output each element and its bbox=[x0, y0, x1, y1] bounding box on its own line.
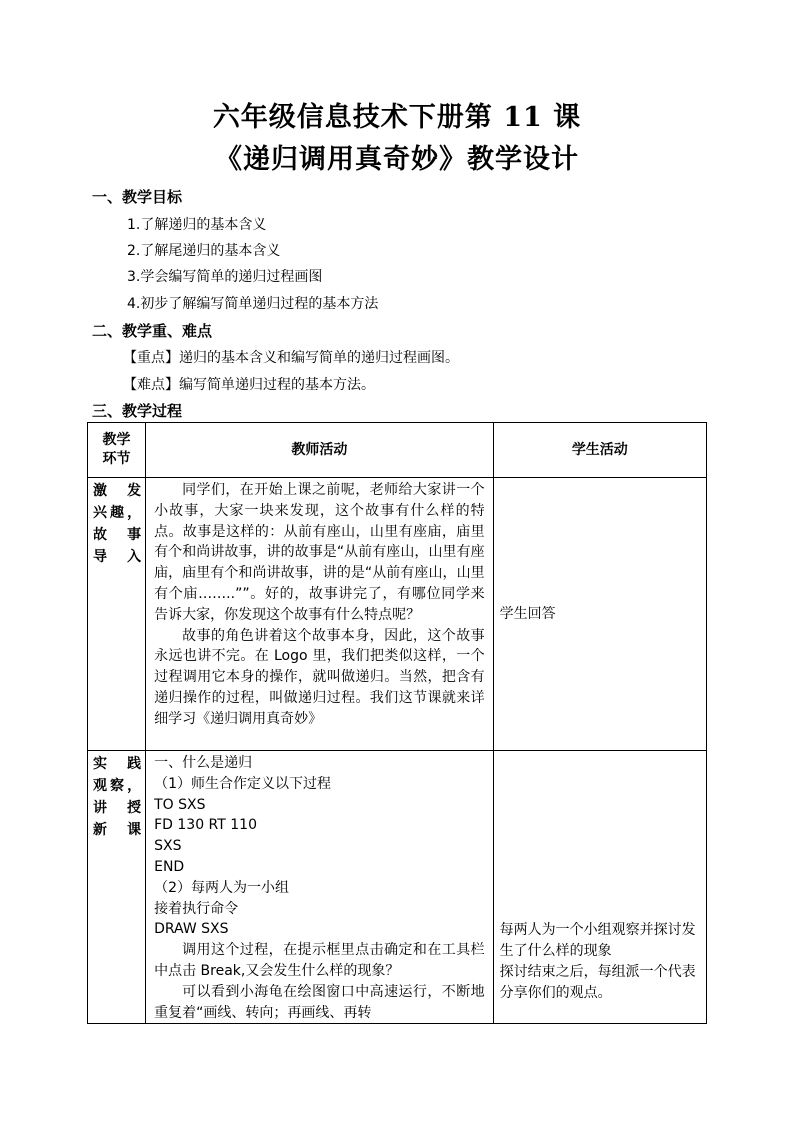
section-heading-key-points: 二、教学重、难点 bbox=[92, 322, 213, 340]
objective-item: 4.初步了解编写简单递归过程的基本方法 bbox=[127, 296, 379, 312]
stage-cell bbox=[88, 478, 146, 751]
difficulty-text: 【难点】编写简单递归过程的基本方法。 bbox=[123, 377, 375, 393]
stage-line: 故 事 bbox=[93, 527, 142, 543]
stage-line: 讲 授 bbox=[93, 800, 142, 816]
stage-line: 实 践 bbox=[93, 756, 142, 772]
header-teacher-cell: 教师活动 bbox=[146, 423, 494, 478]
student-line: 每两人为一个小组观察并探讨发生了什么样的现象 bbox=[499, 922, 696, 959]
teacher-paragraph: 同学们，在开始上课之前呢，老师给大家讲一个小故事，大家一块来发现，这个故事有什么样的特点。故事是这样的：从前有座山，山里有座庙，庙里有个和尚讲故事，讲的故事是“从前有座山，山里有座庙，庙里有个和尚讲故事，讲的是“从前有座山，山里有个庙……..””。好的，故事讲完了，有哪位同学来告诉大家，你发现这个故事有什么特点呢？ bbox=[154, 482, 485, 623]
key-point-text: 【重点】递归的基本含义和编写简单的递归过程画图。 bbox=[123, 350, 459, 366]
document-title-line2: 《递归调用真奇妙》教学设计 bbox=[215, 144, 579, 175]
teacher-line: （1）师生合作定义以下过程 bbox=[154, 775, 332, 792]
stage-line: 新课 bbox=[93, 822, 142, 838]
table-header-row bbox=[88, 423, 707, 478]
teacher-activity-cell bbox=[146, 751, 494, 1024]
header-stage-cell bbox=[88, 423, 146, 478]
document-title-line1: 六年级信息技术下册第 11 课 bbox=[212, 102, 582, 133]
stage-line: 观察， bbox=[93, 778, 142, 794]
teacher-paragraph: 可以看到小海龟在绘图窗口中高速运行，不断地重复着“画线、转向；再画线、再转 bbox=[154, 983, 485, 1021]
stage-line: 兴趣， bbox=[93, 505, 142, 521]
objective-item: 3.学会编写简单的递归过程画图 bbox=[127, 269, 323, 285]
table-row bbox=[88, 478, 707, 751]
section-heading-process: 三、教学过程 bbox=[92, 402, 183, 420]
header-student-cell: 学生活动 bbox=[493, 423, 706, 478]
teacher-line: END bbox=[154, 858, 185, 875]
teacher-paragraph: 调用这个过程，在提示框里点击确定和在工具栏中点击 Break,又会发生什么样的现象？ bbox=[154, 942, 485, 979]
stage-line: 导入 bbox=[93, 549, 142, 565]
student-activity-cell: 学生回答 bbox=[493, 478, 706, 751]
section-heading-objectives: 一、教学目标 bbox=[92, 188, 183, 206]
student-line: 探讨结束之后，每组派一个代表分享你们的观点。 bbox=[499, 963, 696, 1001]
table-row bbox=[88, 751, 707, 1024]
teacher-line: FD 130 RT 110 bbox=[154, 817, 257, 834]
objective-item: 2.了解尾递归的基本含义 bbox=[127, 243, 281, 259]
student-activity-cell bbox=[493, 751, 706, 1024]
teacher-line: （2）每两人为一小组 bbox=[154, 879, 290, 896]
teacher-line: 一、什么是递归 bbox=[154, 755, 253, 771]
teaching-process-table bbox=[87, 422, 707, 1024]
stage-line: 激 发 bbox=[93, 483, 142, 499]
teacher-line: TO SXS bbox=[154, 796, 206, 813]
teacher-line: SXS bbox=[154, 838, 182, 855]
objective-item: 1.了解递归的基本含义 bbox=[127, 217, 267, 233]
teacher-line: DRAW SXS bbox=[154, 921, 229, 938]
header-stage-line: 教学 bbox=[102, 432, 131, 448]
teacher-line: 接着执行命令 bbox=[154, 900, 239, 917]
teacher-paragraph: 故事的角色讲着这个故事本身，因此，这个故事永远也讲不完。在 Logo 里，我们把类似这样，一个过程调用它本身的操作，就叫做递归。当然，把含有递归操作的过程，叫做递归过程。我们这节课就来详细学习《递归调用真奇妙》 bbox=[154, 627, 485, 727]
stage-cell bbox=[88, 751, 146, 1024]
teacher-activity-cell bbox=[146, 478, 494, 751]
header-stage-line: 环节 bbox=[102, 451, 131, 467]
